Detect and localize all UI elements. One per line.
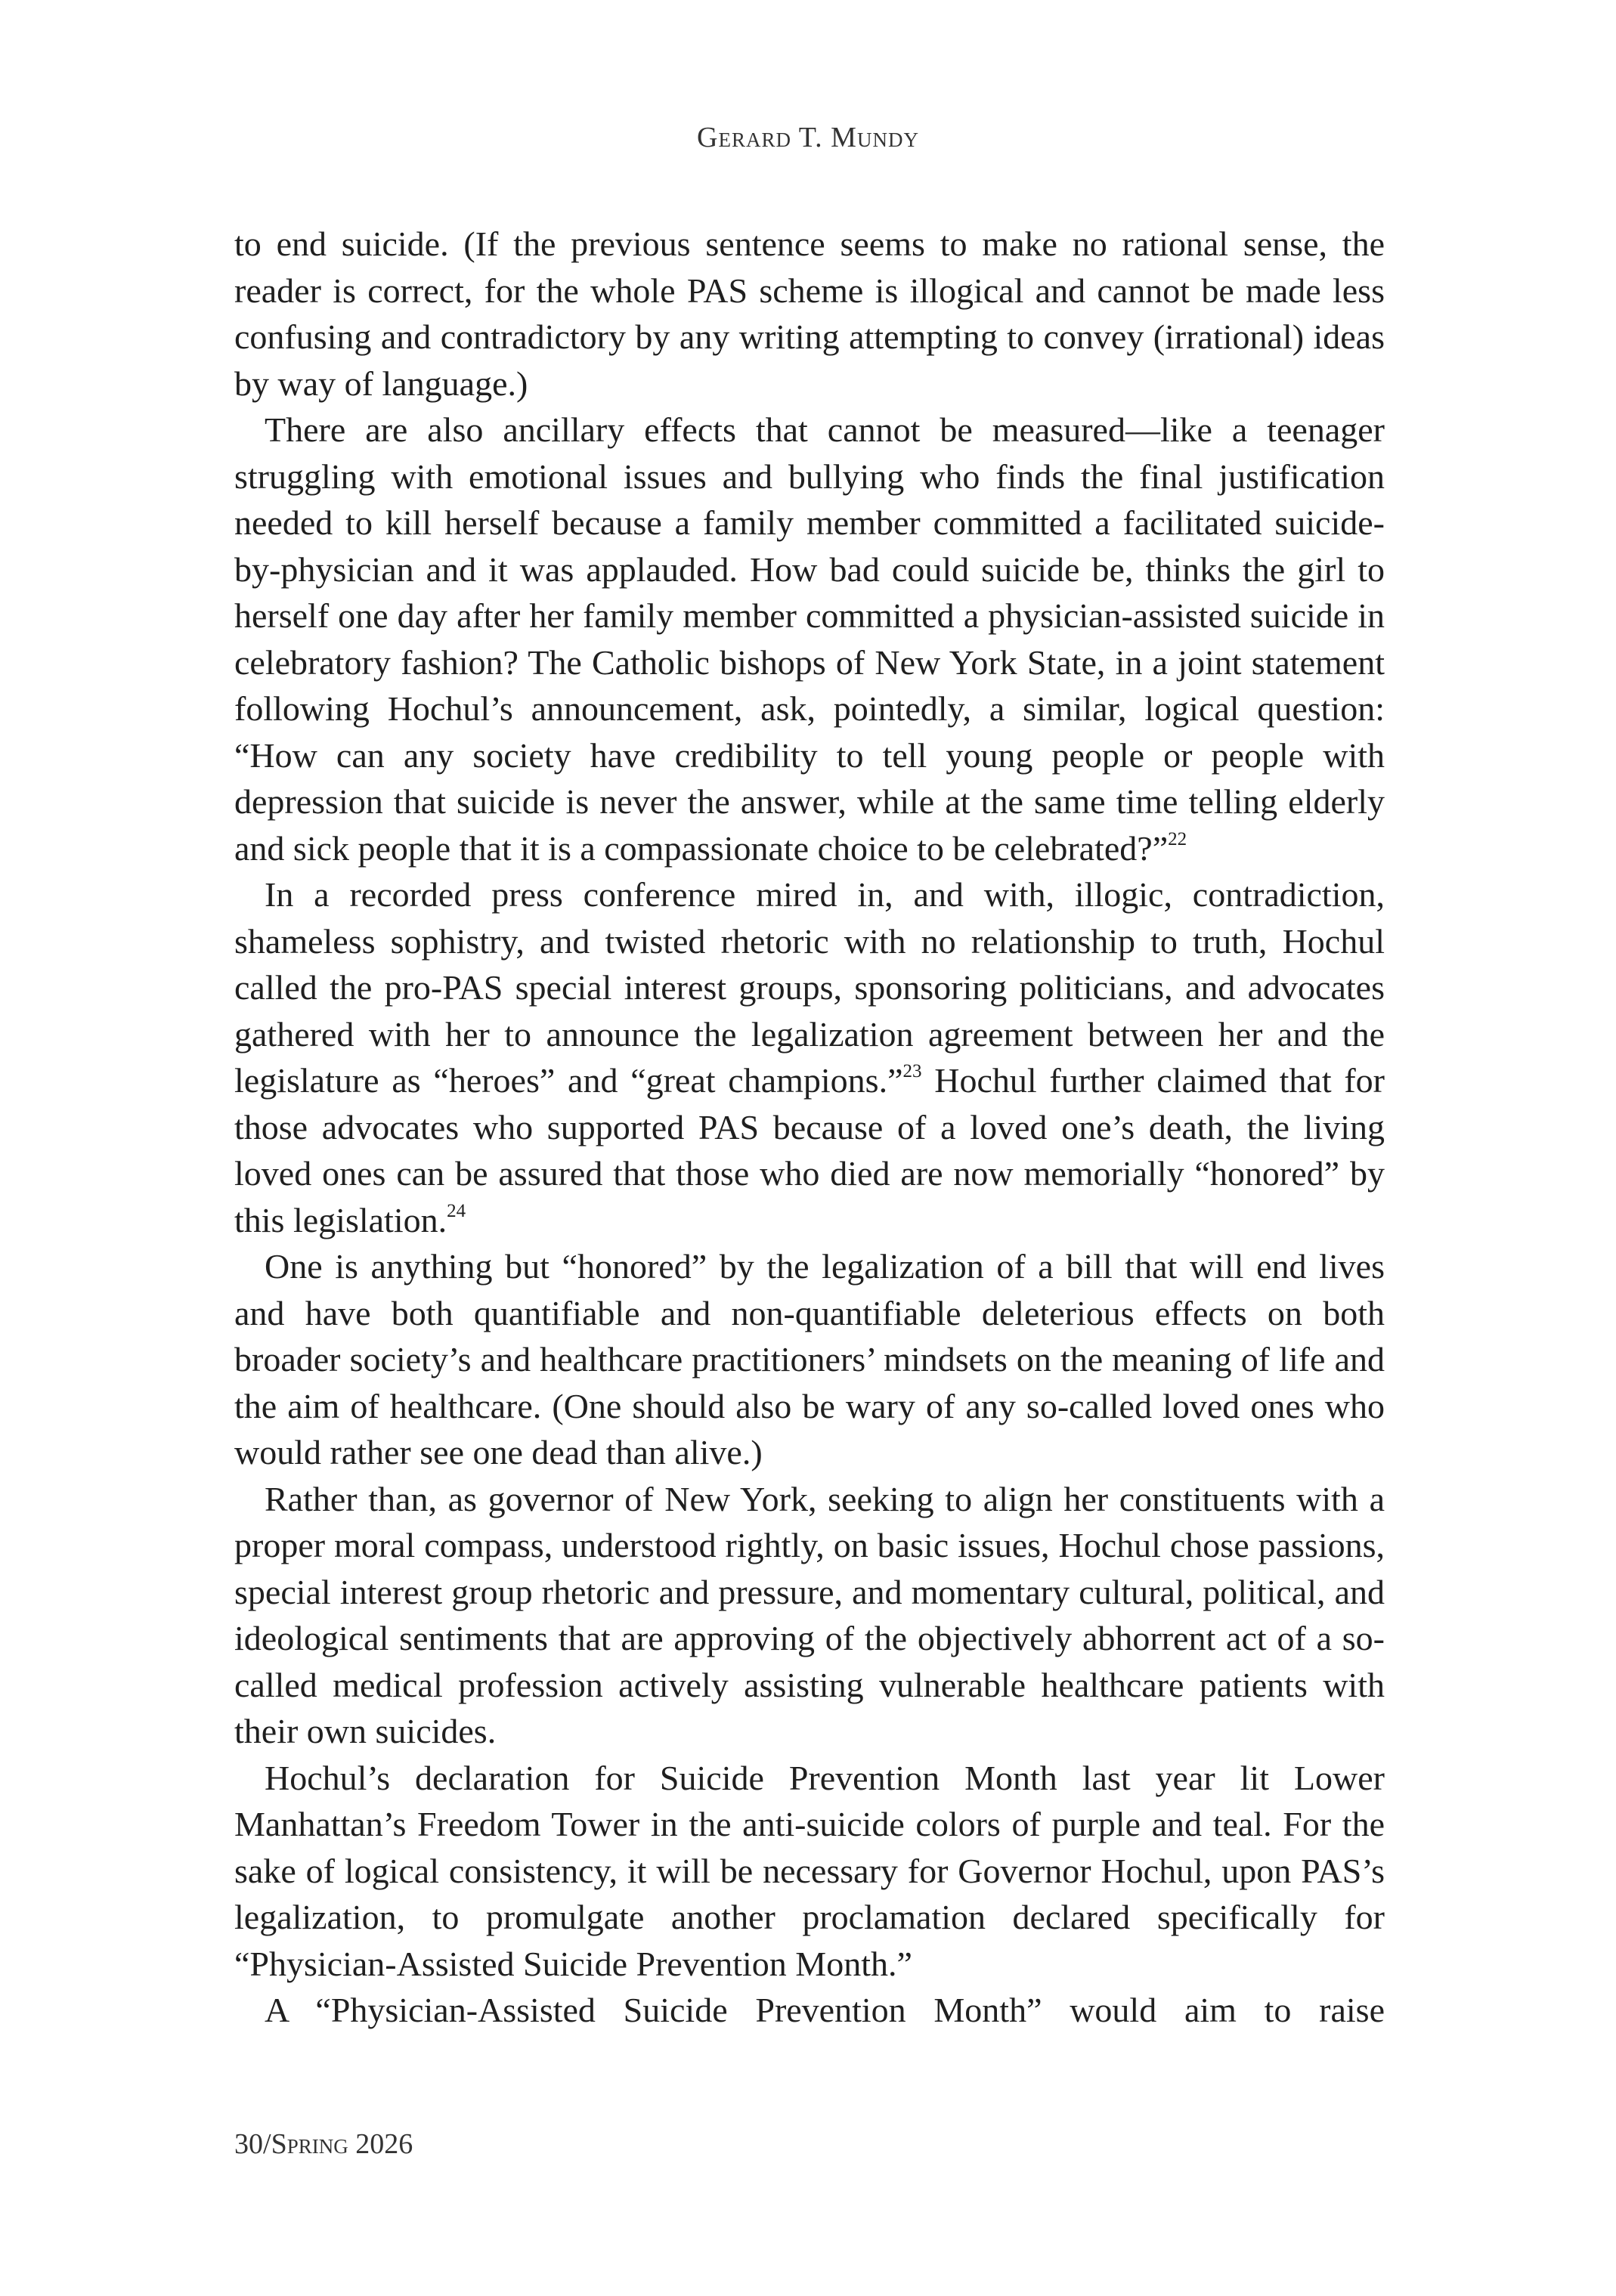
paragraph-text: Hochul further claimed that for those advocates who supported PAS because of a loved one’s death, the living loved ones can be assured that those who died are now memorially “honored” by this legislation. [234,1061,1385,1239]
paragraph-text: In a recorded press conference mired in, and with, illogic, contradiction, shameless sophistry, and twisted rhetoric with no relationship to truth, Hochul called the pro-PAS special interest groups, sponsoring politicians, and advocates gathered with her to announce the legalization agreement between her and the legislature as “heroes” and “great champions.” [234,875,1385,1100]
page-footer [234,2127,413,2161]
paragraph: to end suicide. (If the previous sentence seems to make no rational sense, the reader is correct, for the whole PAS scheme is illogical and cannot be made less confusing and contradictory by any writing attempting to convey (irrational) ideas by way of language.) [234,224,1385,403]
paragraph-text: There are also ancillary effects that cannot be measured—like a teenager struggling with emotional issues and bullying who finds the final justification needed to kill herself because a family member committed a facilitated suicide-by-physician and it was applauded. How bad could suicide be, thinks the girl to herself one day after her family member committed a physician-assisted suicide in celebratory fashion? The Catholic bishops of New York State, in a joint statement following Hochul’s announcement, ask, pointedly, a similar, logical question: “How can any society have credibility to tell young people or people with depression that suicide is never the answer, while at the same time telling elderly and sick people that it is a compassionate choice to be celebrated?” [234,410,1385,868]
paragraph: One is anything but “honored” by the legalization of a bill that will end lives and have both quantifiable and non-quantifiable deleterious effects on both broader society’s and healthcare practitioners’ mindsets on the meaning of life and the aim of healthcare. (One should also be wary of any so-called loved ones who would rather see one dead than alive.) [234,1247,1385,1471]
paragraph [234,871,1385,1243]
running-head: Gerard T. Mundy [697,122,919,153]
page-number: 30/ [234,2128,271,2160]
footnote-marker: 24 [447,1200,466,1221]
paragraph: Hochul’s declaration for Suicide Prevention Month last year lit Lower Manhattan’s Freedom Tower in the anti-suicide colors of purple and teal. For the sake of logical consistency, it will be necessary for Governor Hochul, upon PAS’s legalization, to promulgate another proclamation declared specifically for “Physician-Assisted Suicide Prevention Month.” [234,1758,1385,1983]
paragraph [234,407,1385,871]
paragraph: Rather than, as governor of New York, seeking to align her constituents with a proper moral compass, understood rightly, on basic issues, Hochul chose passions, special interest group rhetoric and pressure, and momentary cultural, political, and ideological sentiments that are approving of the objectively abhorrent act of a so-called medical profession actively assisting vulnerable healthcare patients with their own suicides. [234,1479,1385,1750]
footnote-marker: 23 [902,1061,922,1081]
paragraph: A “Physician-Assisted Suicide Prevention Month” would aim to raise [265,1991,1385,2029]
footnote-marker: 22 [1168,828,1187,849]
issue-label: Spring 2026 [271,2128,413,2160]
body-text [234,221,1385,2034]
